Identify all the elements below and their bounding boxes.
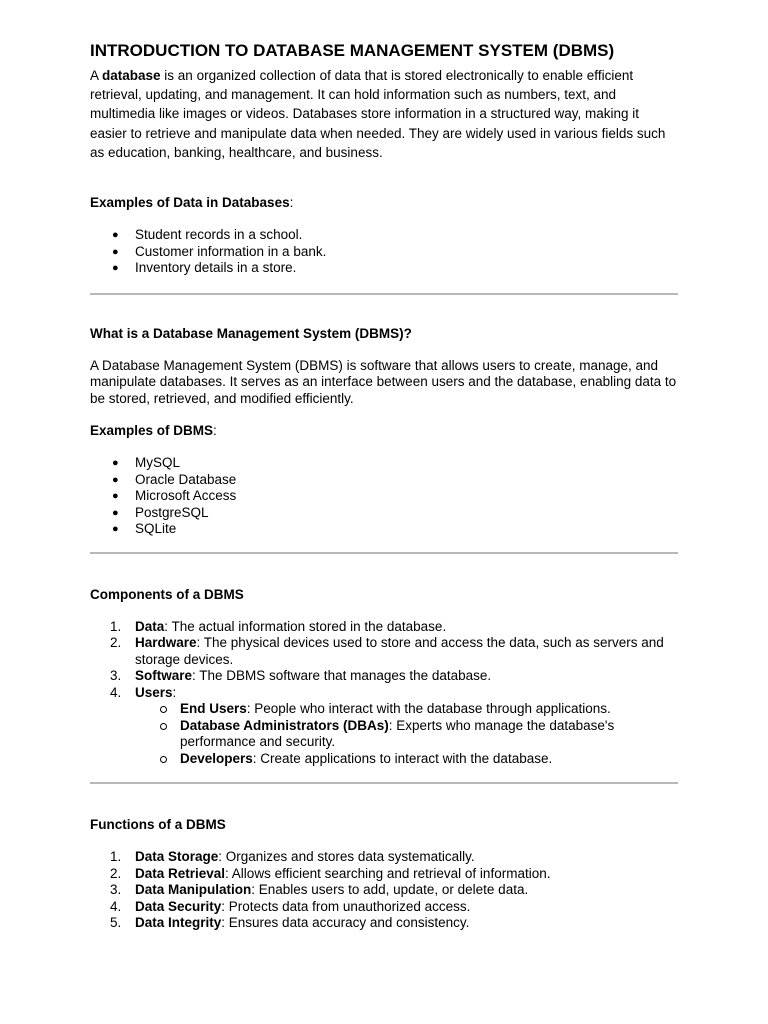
list-desc: : Organizes and stores data systematically. <box>218 849 475 865</box>
list-number: 1. <box>110 849 122 865</box>
functions-heading-text: Functions of a DBMS <box>90 817 226 833</box>
list-desc: : Allows efficient searching and retrieval of information. <box>225 865 551 881</box>
examples-dbms-list <box>90 455 678 538</box>
functions-heading <box>90 817 678 833</box>
list-item <box>90 899 678 916</box>
list-item: ● Student records in a school. <box>90 227 678 244</box>
sublist-desc: : People who interact with the database through applications. <box>246 701 611 717</box>
sublist-term: Database Administrators (DBAs) <box>180 717 389 733</box>
page-title: INTRODUCTION TO DATABASE MANAGEMENT SYSTEM (DBMS) <box>90 41 615 60</box>
list-item <box>90 685 678 768</box>
examples-dbms-heading-colon: : <box>213 423 217 439</box>
list-item: ● SQLite <box>90 521 678 538</box>
functions-list <box>90 849 678 932</box>
list-number: 4. <box>110 898 122 914</box>
list-desc: : <box>172 684 177 700</box>
examples-dbms-heading <box>90 423 678 439</box>
intro-rest: is an organized collection of data that is stored electronically to enable efficient retrieval, updating, and management. It can hold information such as numbers, text, and multimedia like images or videos. Databases store information in a structured way, making it easier to retrieve and manipulate data when needed. They are widely used in various fields such as education, banking, healthcare, and business. <box>90 68 666 160</box>
examples-data-heading-colon: : <box>289 195 294 211</box>
list-number: 4. <box>110 684 122 700</box>
components-list <box>90 619 678 768</box>
list-item: ● PostgreSQL <box>90 505 678 522</box>
list-number: 3. <box>110 668 122 684</box>
sublist-desc: : Experts who manage the database's performance and security. <box>180 717 615 750</box>
sublist-item <box>135 701 678 718</box>
sublist-item <box>135 751 678 768</box>
examples-dbms-heading-text: Examples of DBMS <box>90 423 214 439</box>
list-term: Data <box>135 618 165 634</box>
list-desc: : Ensures data accuracy and consistency. <box>221 915 470 931</box>
list-item: ● MySQL <box>90 455 678 472</box>
users-sublist <box>135 701 678 767</box>
sublist-item <box>135 718 678 751</box>
what-is-heading <box>90 326 678 342</box>
list-item <box>90 866 678 883</box>
list-item <box>90 635 678 668</box>
list-desc: : Enables users to add, update, or delete data. <box>251 882 529 898</box>
list-term: Users <box>135 684 173 700</box>
sublist-term: End Users <box>180 701 247 717</box>
components-heading-text: Components of a DBMS <box>90 586 244 602</box>
list-item: ● Customer information in a bank. <box>90 244 678 261</box>
intro-bold-term: database <box>102 68 161 83</box>
list-item <box>90 849 678 866</box>
list-desc: : The actual information stored in the database. <box>164 618 447 634</box>
list-item: ● Inventory details in a store. <box>90 260 678 277</box>
what-is-heading-text: What is a Database Management System (DBMS)? <box>90 325 412 341</box>
list-item: ● Microsoft Access <box>90 488 678 505</box>
list-item <box>90 882 678 899</box>
list-number: 1. <box>110 618 122 634</box>
list-desc: : The physical devices used to store and access the data, such as servers and storage devices. <box>135 635 664 667</box>
what-is-paragraph: A Database Management System (DBMS) is software that allows users to create, manage, and manipulate databases. It serves as an interface between users and the database, enabling data to be stored, retrieved, and modified efficiently. <box>90 357 677 406</box>
list-item: ● Oracle Database <box>90 472 678 489</box>
list-number: 2. <box>110 865 122 881</box>
list-term: Data Retrieval <box>135 865 226 881</box>
list-term: Data Integrity <box>135 915 222 931</box>
list-item <box>90 668 678 685</box>
sublist-desc: : Create applications to interact with the database. <box>252 750 553 766</box>
list-desc: : Protects data from unauthorized access. <box>221 898 471 914</box>
list-item <box>90 915 678 932</box>
document-page <box>90 40 678 932</box>
examples-data-list <box>90 227 678 277</box>
list-item <box>90 619 678 636</box>
examples-data-heading-text: Examples of Data in Databases <box>90 195 290 211</box>
examples-data-heading <box>90 195 678 211</box>
list-number: 5. <box>110 915 122 931</box>
intro-paragraph <box>90 66 678 162</box>
list-number: 3. <box>110 882 122 898</box>
list-term: Data Storage <box>135 849 219 865</box>
list-term: Software <box>135 668 193 684</box>
list-number: 2. <box>110 635 122 651</box>
list-term: Hardware <box>135 635 197 651</box>
list-term: Data Security <box>135 898 222 914</box>
list-desc: : The DBMS software that manages the database. <box>192 668 492 684</box>
components-heading <box>90 587 678 603</box>
intro-prefix: A <box>90 68 103 83</box>
list-term: Data Manipulation <box>135 882 252 898</box>
sublist-term: Developers <box>180 750 253 766</box>
